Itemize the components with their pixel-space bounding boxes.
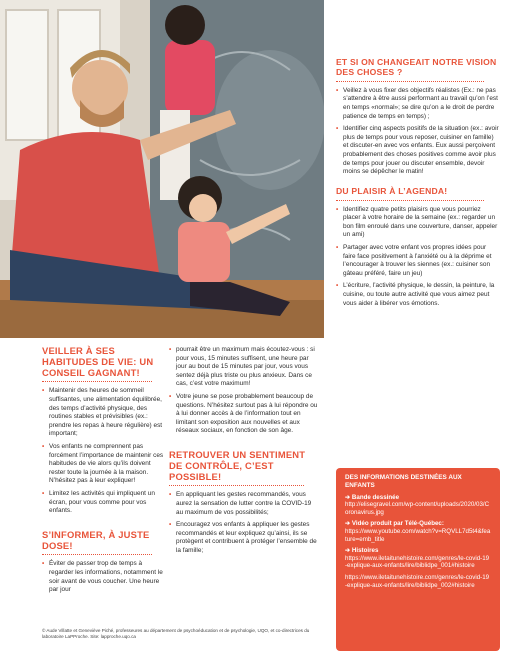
continued-text xyxy=(169,346,319,389)
column-one xyxy=(42,346,164,599)
continued-text-body: pourrait être un maximum mais écoutez-vous : si pour vous, 15 minutes suffisent, une heure par jour au bout de 15 minutes par jour, vous vous sentez déjà plus triste ou plus anxieux. Dans ce cas, c’est votre maximum! xyxy=(176,346,315,388)
heading-habitudes: VEILLER À SES HABITUDES DE VIE: UN CONSEIL GAGNANT! xyxy=(42,345,154,378)
heading-plaisir: DU PLAISIR À L’AGENDA! xyxy=(336,185,448,196)
vision-list xyxy=(336,87,500,177)
comic-link[interactable]: http://elisegravel.com/wp-content/uploads/2020/03/Coronavirus.jpg xyxy=(345,501,490,516)
list-item: • Encouragez vos enfants à appliquer les gestes recommandés et leur expliquez qu’ainsi, ils se protègent et contribuent à protéger l’ensemble de la famille; xyxy=(169,521,319,555)
story-link-2[interactable]: https://www.iletaitunehistoire.com/genres/le-covid-19-explique-aux-enfants/lire/biblidpe_002#histoire xyxy=(345,573,490,589)
divider xyxy=(42,554,152,555)
list-item: • Vos enfants ne comprennent pas forcément l’importance de maintenir ces habitudes de vie alors qu’ils doivent rester toute la journée à la maison. N’hésitez pas à leur expliquer! xyxy=(42,443,164,486)
habitudes-list xyxy=(42,387,164,515)
continuation-list xyxy=(169,346,319,436)
divider xyxy=(336,200,484,201)
sinformer-list xyxy=(42,560,164,594)
info-box-title: DES INFORMATIONS DESTINÉES AUX ENFANTS xyxy=(345,474,462,489)
comic-label: ➔ Bande dessinée xyxy=(345,493,400,501)
family-photo xyxy=(0,0,324,338)
divider xyxy=(169,485,304,486)
list-item: • Votre jeune se pose probablement beaucoup de questions. N’hésitez surtout pas à lui répondre ou à lui donner accès à de l’information tout en limitant son exposition aux nouvelles et aux réseaux sociaux, en fonction de son âge. xyxy=(169,393,319,436)
list-item: • Maintenir des heures de sommeil suffisantes, une alimentation équilibrée, des temps d’activité physique, des routines stables et prévisibles (ex.: prendre les repas à heure régulière) est important; xyxy=(42,387,164,439)
stories-label: ➔ Histoires xyxy=(345,547,379,555)
footer-credit: © Aude Villatte et Geneviève Piché, professeures au département de psychoéducation et de psychologie, UQO, et co-directrices du laboratoire LaPProche. Site: lapproche.uqo.ca xyxy=(42,628,310,640)
heading-controle: RETROUVER UN SENTIMENT DE CONTRÔLE, C’EST POSSIBLE! xyxy=(169,448,306,482)
column-two xyxy=(169,346,319,560)
list-item: • Veillez à vous fixer des objectifs réalistes (Ex.: ne pas s’attendre à être aussi performant au travail qu’on l’est en temps «normal»; se dire qu’on a le droit de perdre patience de temps en temps) ; xyxy=(336,87,500,121)
right-column xyxy=(336,58,500,312)
heading-vision: ET SI ON CHANGEAIT NOTRE VISION DES CHOSES ? xyxy=(336,57,497,77)
info-box xyxy=(336,468,500,651)
divider xyxy=(336,81,484,82)
list-item: • L’écriture, l’activité physique, le dessin, la peinture, la cuisine, ou toute autre activité que vous aimez peut vous aider à libérer vos émotions. xyxy=(336,282,500,308)
video-label: ➔ Vidéo produit par Télé-Québec: xyxy=(345,520,444,528)
story-link-1[interactable]: https://www.iletaitunehistoire.com/genres/le-covid-19-explique-aux-enfants/lire/biblidpe_001#histoire xyxy=(345,554,490,570)
plaisir-list xyxy=(336,206,500,309)
divider xyxy=(42,381,152,382)
video-link[interactable]: https://www.youtube.com/watch?v=RQVLL7d5t4&feature=emb_title xyxy=(345,527,491,543)
list-item: • Éviter de passer trop de temps à regarder les informations, notamment le soir avant de vous coucher. Une heure par jour xyxy=(42,560,164,594)
list-item: • Identifier cinq aspects positifs de la situation (ex.: avoir plus de temps pour vous reposer, cuisiner en famille) et discuter-en avec vos enfants. Eux aussi perçoivent probablement des choses positives comme avoir plus de temps pour jouer ou discuter ensemble, devoir moins se dépêcher le matin! xyxy=(336,125,500,177)
controle-list xyxy=(169,491,319,555)
list-item: • En appliquant les gestes recommandés, vous aurez la sensation de lutter contre la COVID-19 au maximum de vos possibilités; xyxy=(169,491,319,517)
list-item: • Identifiez quatre petits plaisirs que vous pourriez placer à votre horaire de la semaine (ex.: regarder un bon film enroulé dans une couverture, danser, appeler un ami) xyxy=(336,206,500,240)
heading-sinformer: S’INFORMER, À JUSTE DOSE! xyxy=(42,528,150,551)
list-item: • Limitez les activités qui impliquent un écran, pour vous comme pour vos enfants. xyxy=(42,490,164,516)
list-item: • Partager avec votre enfant vos propres idées pour faire face positivement à l’anxiété ou à la déprime et l’encourager à trouver les siennes (ex.: cuisiner son gâteau préféré, faire un jeu) xyxy=(336,244,500,278)
